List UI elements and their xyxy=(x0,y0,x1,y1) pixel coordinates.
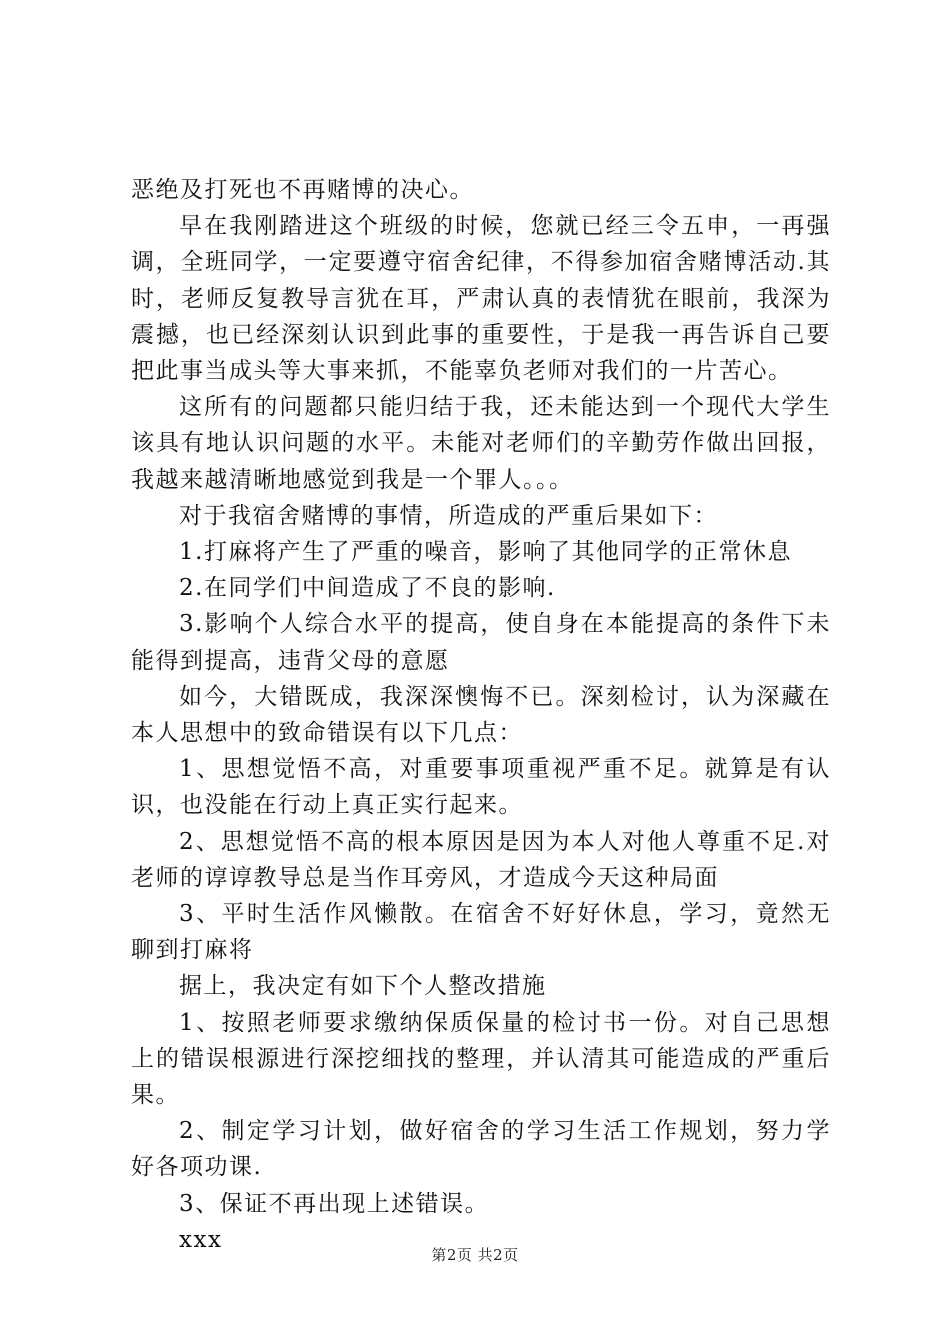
list-item-consequence-2: 2.在同学们中间造成了不良的影响. xyxy=(179,575,556,602)
list-item-measure-3: 3、保证不再出现上述错误。 xyxy=(179,1190,490,1217)
list-item-error-2: 2、思想觉悟不高的根本原因是因为本人对他人尊重不足.对老师的谆谆教导总是当作耳旁风，才造成今天这种局面 xyxy=(131,828,831,891)
list-item-error-1: 1、思想觉悟不高，对重要事项重视严重不足。就算是有认识，也没能在行动上真正实行起来。 xyxy=(131,756,831,819)
paragraph-self-blame: 这所有的问题都只能归结于我，还未能达到一个现代大学生该具有地认识问题的水平。未能对老师们的辛勤劳作做出回报，我越来越清晰地感觉到我是一个罪人。。。 xyxy=(131,394,831,493)
list-item-measure-2: 2、制定学习计划，做好宿舍的学习生活工作规划，努力学好各项功课. xyxy=(131,1118,831,1181)
signature: xxx xyxy=(179,1226,223,1253)
page-number-footer: 第2页 共2页 xyxy=(431,1246,519,1264)
document-body xyxy=(131,172,831,1258)
paragraph-consequences-intro: 对于我宿舍赌博的事情，所造成的严重后果如下： xyxy=(179,502,718,529)
list-item-measure-1: 1、按照老师要求缴纳保质保量的检讨书一份。对自己思想上的错误根源进行深挖细找的整理，并认清其可能造成的严重后果。 xyxy=(131,1009,831,1109)
list-item-consequence-1: 1.打麻将产生了严重的噪音，影响了其他同学的正常休息 xyxy=(179,539,792,566)
list-item-error-3: 3、平时生活作风懒散。在宿舍不好好休息，学习，竟然无聊到打麻将 xyxy=(131,901,831,964)
paragraph-measures-intro: 据上，我决定有如下个人整改措施 xyxy=(179,973,547,1000)
paragraph-teacher-warning: 早在我刚踏进这个班级的时候，您就已经三令五申，一再强调，全班同学，一定要遵守宿舍纪律，不得参加宿舍赌博活动.其时，老师反复教导言犹在耳，严肃认真的表情犹在眼前，我深为震撼，也已经深刻认识到此事的重要性，于是我一再告诉自己要把此事当成头等大事来抓，不能辜负老师对我们的一片苦心。 xyxy=(131,213,831,385)
paragraph-errors-intro: 如今，大错既成，我深深懊悔不已。深刻检讨，认为深藏在本人思想中的致命错误有以下几点： xyxy=(131,683,831,747)
list-item-consequence-3: 3.影响个人综合水平的提高，使自身在本能提高的条件下未能得到提高，违背父母的意愿 xyxy=(131,611,831,674)
paragraph-continuation: 恶绝及打死也不再赌博的决心。 xyxy=(131,177,474,203)
